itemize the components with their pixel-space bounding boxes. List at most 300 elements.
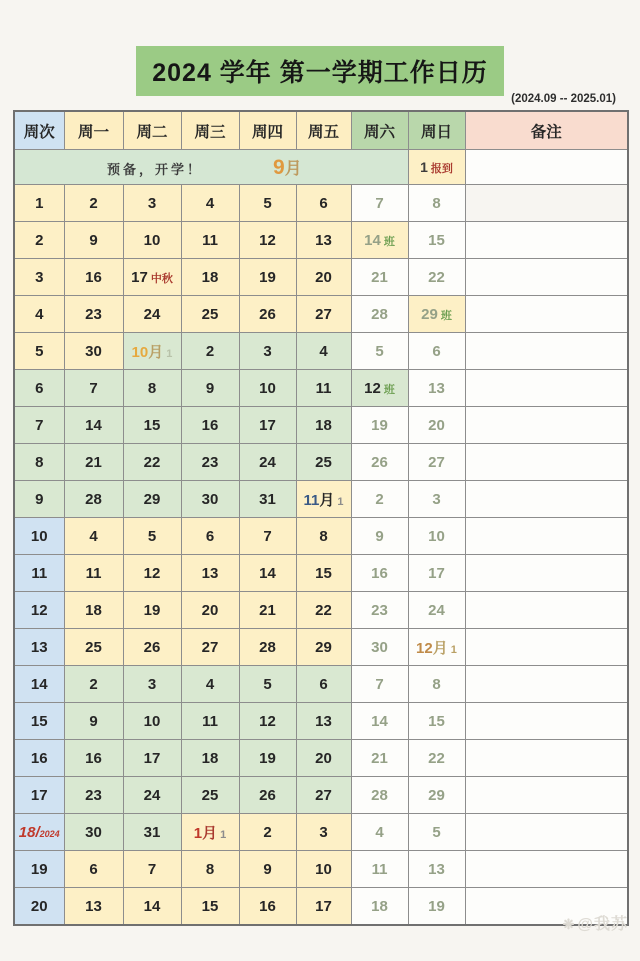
page-header (0, 46, 640, 96)
cell-text: 27 (315, 786, 332, 804)
september-1-report-cell: 1 报到 (408, 150, 465, 185)
day-cell (351, 555, 408, 592)
cell-text: 13 (428, 379, 445, 397)
cell-text: 2 (35, 231, 44, 249)
day-cell (64, 666, 123, 703)
cell-text: 31 (143, 823, 161, 841)
day-cell (239, 740, 296, 777)
day-cell (64, 296, 123, 333)
cell-text: 11 (85, 564, 102, 582)
cell-text: 20 (30, 897, 48, 915)
day-cell (296, 185, 351, 222)
cell-text: 月 (202, 824, 218, 842)
day-cell (181, 777, 239, 814)
remark-cell (465, 851, 628, 888)
day-cell (123, 259, 181, 296)
week-number-cell (14, 555, 64, 592)
week-number-cell (14, 259, 64, 296)
day-cell (181, 888, 239, 926)
day-cell (64, 703, 123, 740)
cell-text: 16 (201, 416, 219, 434)
cell-text: 26 (371, 453, 388, 471)
cell-text: 24 (143, 786, 161, 804)
week-number-cell (14, 629, 64, 666)
cell-text: 19 (371, 416, 388, 434)
day-cell (296, 518, 351, 555)
day-cell (181, 333, 239, 370)
cell-text: 14 (259, 564, 276, 582)
day-cell (123, 518, 181, 555)
col-header-mon: 周一 (64, 111, 123, 150)
cell-text: 6 (89, 860, 98, 878)
cell-text: 9 (263, 860, 272, 878)
day-cell (408, 592, 465, 629)
cell-text: 1 (193, 824, 203, 842)
remark-cell (465, 592, 628, 629)
cell-text: 14 (143, 897, 161, 915)
day-cell (351, 333, 408, 370)
col-header-remarks: 备注 (465, 111, 628, 150)
cell-text: 14 (85, 416, 102, 434)
day-cell (239, 259, 296, 296)
cell-text: 12 (259, 712, 276, 730)
cell-text: 3 (319, 823, 328, 841)
cell-text: 9 (205, 379, 215, 397)
week-row-7 (14, 407, 628, 444)
cell-text: 17 (30, 786, 48, 804)
week-row-4 (14, 296, 628, 333)
day-cell (296, 740, 351, 777)
cell-text: 13 (85, 897, 102, 915)
cell-text: 2 (263, 823, 272, 841)
week-row-9 (14, 481, 628, 518)
cell-text: 5 (432, 823, 441, 841)
cell-text: 13 (201, 564, 219, 582)
remark-cell (465, 518, 628, 555)
cell-text: 18 (371, 897, 388, 915)
day-cell (239, 703, 296, 740)
day-cell (123, 888, 181, 926)
week-number-cell (14, 407, 64, 444)
day-cell (64, 185, 123, 222)
cell-text: 11 (31, 564, 48, 582)
cell-text: 22 (315, 601, 332, 619)
week-row-10 (14, 518, 628, 555)
day-cell (296, 444, 351, 481)
day-cell (296, 222, 351, 259)
day-cell (239, 407, 296, 444)
cell-text: 17 (143, 749, 161, 767)
cell-text: 14 (30, 675, 48, 693)
cell-text: 班 (380, 235, 395, 248)
day-cell (296, 259, 351, 296)
cell-text: 23 (85, 786, 102, 804)
day-cell (408, 666, 465, 703)
day-cell (123, 333, 181, 370)
day-cell (408, 296, 465, 333)
cell-text: 10 (315, 860, 332, 878)
week-row-16 (14, 740, 628, 777)
cell-text: 6 (432, 342, 441, 360)
cell-text: 7 (89, 379, 98, 397)
day-cell (123, 296, 181, 333)
cell-text: 12 (416, 639, 433, 657)
day-cell (408, 740, 465, 777)
day-cell (123, 666, 181, 703)
cell-text: 20 (315, 268, 332, 286)
week-number-cell (14, 740, 64, 777)
cell-text: 4 (205, 675, 215, 693)
cell-text: 4 (375, 823, 384, 841)
cell-text: 10 (428, 527, 445, 545)
day-cell (296, 814, 351, 851)
day-cell (123, 555, 181, 592)
day-cell (408, 629, 465, 666)
cell-text: 16 (85, 749, 102, 767)
day-cell (64, 518, 123, 555)
cell-text: 5 (375, 342, 384, 360)
cell-text: 24 (259, 453, 276, 471)
day-cell (351, 518, 408, 555)
day-cell (296, 481, 351, 518)
cell-text: 23 (201, 453, 219, 471)
cell-text: 4 (35, 305, 44, 323)
day-cell (64, 851, 123, 888)
day-cell (64, 407, 123, 444)
day-cell (408, 222, 465, 259)
day-cell (64, 888, 123, 926)
day-cell (64, 629, 123, 666)
cell-text: 12 (259, 231, 276, 249)
cell-text: 27 (315, 305, 332, 323)
day-cell (239, 814, 296, 851)
cell-text: 13 (315, 712, 332, 730)
cell-text: 19 (428, 897, 445, 915)
day-cell (123, 851, 181, 888)
remark-cell (465, 666, 628, 703)
week-number-cell (14, 481, 64, 518)
day-cell (123, 629, 181, 666)
remark-cell (465, 333, 628, 370)
cell-text: 13 (428, 860, 445, 878)
page-title: 2024 学年 第一学期工作日历 (136, 46, 504, 96)
day-cell (181, 740, 239, 777)
cell-text: 26 (143, 638, 161, 656)
col-header-wed: 周三 (181, 111, 239, 150)
cell-text: 11 (303, 491, 320, 509)
cell-text: 10 (131, 343, 149, 361)
cell-text: 18 (85, 601, 102, 619)
day-cell (239, 444, 296, 481)
cell-text: 21 (371, 268, 388, 286)
day-cell (296, 629, 351, 666)
day-cell (351, 407, 408, 444)
cell-text: 22 (143, 453, 161, 471)
day-cell (181, 629, 239, 666)
cell-text: 3 (263, 342, 272, 360)
cell-text: 班 (380, 383, 395, 396)
cell-text: 19 (30, 860, 48, 878)
day-cell (296, 370, 351, 407)
day-cell (181, 555, 239, 592)
day-cell (296, 666, 351, 703)
cell-text: 20 (315, 749, 332, 767)
cell-text: 25 (85, 638, 102, 656)
remark-cell (465, 740, 628, 777)
cell-text: 9 (89, 712, 98, 730)
cell-text: 6 (35, 379, 44, 397)
day-cell (123, 814, 181, 851)
col-header-thu: 周四 (239, 111, 296, 150)
day-cell (239, 185, 296, 222)
week-number-cell (14, 518, 64, 555)
day-cell (351, 740, 408, 777)
day-cell (64, 222, 123, 259)
cell-text: 20 (428, 416, 445, 434)
cell-text: 28 (85, 490, 102, 508)
day-cell (181, 592, 239, 629)
day-cell (239, 333, 296, 370)
day-cell (181, 814, 239, 851)
september-banner-cell (14, 150, 408, 185)
week-row-20 (14, 888, 628, 926)
cell-text: 1 (35, 194, 44, 212)
watermark-icon: ❋ (562, 916, 576, 932)
cell-text: 30 (371, 638, 388, 656)
day-cell (408, 259, 465, 296)
day-cell (239, 629, 296, 666)
day-cell (64, 259, 123, 296)
cell-text: 6 (319, 194, 328, 212)
cell-text: 13 (315, 231, 332, 249)
cell-text: 22 (428, 749, 445, 767)
week-number-cell (14, 703, 64, 740)
cell-text: 21 (259, 601, 276, 619)
day-cell (64, 444, 123, 481)
cell-text: 4 (205, 194, 215, 212)
cell-text: 3 (147, 194, 157, 212)
week-number-cell (14, 851, 64, 888)
cell-text: 8 (147, 379, 157, 397)
day-cell (351, 777, 408, 814)
remark-cell (465, 407, 628, 444)
cell-text: 16 (371, 564, 388, 582)
cell-text: 1 (217, 828, 227, 841)
day-cell (351, 185, 408, 222)
cell-text: 8 (319, 527, 328, 545)
september-label: 9月 (273, 156, 302, 179)
day-cell (296, 296, 351, 333)
remark-cell (465, 296, 628, 333)
col-header-fri: 周五 (296, 111, 351, 150)
day-cell (64, 555, 123, 592)
day-cell (181, 222, 239, 259)
cell-text: 6 (205, 527, 215, 545)
week-row-19 (14, 851, 628, 888)
day-cell (239, 481, 296, 518)
cell-text: 28 (371, 786, 388, 804)
cell-text: 19 (259, 268, 276, 286)
day-cell (123, 777, 181, 814)
day-cell (181, 370, 239, 407)
week-number-cell (14, 777, 64, 814)
day-cell (181, 444, 239, 481)
day-cell (239, 888, 296, 926)
cell-text: 7 (263, 527, 272, 545)
week-number-cell (14, 296, 64, 333)
watermark-text: @我苏 (577, 916, 628, 933)
day-cell (123, 592, 181, 629)
day-cell (239, 555, 296, 592)
cell-text: 23 (371, 601, 388, 619)
day-cell (181, 518, 239, 555)
cell-text: 24 (143, 305, 161, 323)
cell-text: 16 (259, 897, 276, 915)
calendar-table (13, 110, 629, 926)
cell-text: 15 (30, 712, 48, 730)
date-range: (2024.09 -- 2025.01) (511, 93, 616, 105)
day-cell (408, 777, 465, 814)
day-cell (181, 851, 239, 888)
day-cell (181, 481, 239, 518)
day-cell (181, 703, 239, 740)
day-cell (408, 333, 465, 370)
cell-text: 9 (375, 527, 384, 545)
day-cell (351, 666, 408, 703)
day-cell (239, 666, 296, 703)
cell-text: 27 (428, 453, 445, 471)
cell-text: 10 (143, 231, 161, 249)
week-number-cell (14, 333, 64, 370)
cell-text: 29 (143, 490, 161, 508)
day-cell (123, 370, 181, 407)
day-cell (296, 555, 351, 592)
cell-text: 月 (432, 639, 448, 657)
cell-text: 7 (147, 860, 157, 878)
calendar-weeks (14, 185, 628, 926)
remark-cell (465, 481, 628, 518)
day-cell (296, 777, 351, 814)
day-cell (408, 370, 465, 407)
cell-text: 18 (201, 749, 219, 767)
week-number-cell (14, 888, 64, 926)
week-row-8 (14, 444, 628, 481)
cell-text: 中秋 (147, 272, 173, 285)
cell-text: 9 (35, 490, 44, 508)
cell-text: 3 (147, 675, 157, 693)
day-cell (351, 703, 408, 740)
day-cell (64, 333, 123, 370)
remark-cell (465, 150, 628, 185)
day-cell (64, 814, 123, 851)
cell-text: 8 (205, 860, 215, 878)
september-row (14, 150, 628, 185)
week-number-cell (14, 814, 64, 851)
day-cell (181, 666, 239, 703)
cell-text: 2024 (39, 828, 60, 839)
cell-text: 30 (85, 342, 102, 360)
cell-text: 班 (437, 309, 452, 322)
cell-text: 29 (315, 638, 332, 656)
cell-text: 5 (35, 342, 44, 360)
day-cell (123, 407, 181, 444)
cell-text: 19 (143, 601, 161, 619)
cell-text: 10 (30, 527, 48, 545)
day-cell (123, 740, 181, 777)
day-cell (351, 888, 408, 926)
cell-text: 12 (30, 601, 48, 619)
day-cell (351, 222, 408, 259)
cell-text: 11 (371, 860, 388, 878)
col-header-tue: 周二 (123, 111, 181, 150)
cell-text: 24 (428, 601, 445, 619)
week-number-cell (14, 444, 64, 481)
week-row-17 (14, 777, 628, 814)
day-cell (351, 296, 408, 333)
header-row (14, 111, 628, 150)
week-row-12 (14, 592, 628, 629)
day-cell (351, 259, 408, 296)
week-number-cell (14, 185, 64, 222)
week-number-cell (14, 370, 64, 407)
cell-text: 18 (201, 268, 219, 286)
remark-cell (465, 777, 628, 814)
day-cell (64, 592, 123, 629)
day-cell (408, 814, 465, 851)
cell-text: 2 (89, 675, 98, 693)
cell-text: 16 (85, 268, 102, 286)
col-header-sun: 周日 (408, 111, 465, 150)
cell-text: 7 (35, 416, 44, 434)
week-row-13 (14, 629, 628, 666)
cell-text: 21 (85, 453, 102, 471)
day-cell (123, 444, 181, 481)
day-cell (239, 296, 296, 333)
week-row-5 (14, 333, 628, 370)
cell-text: 11 (202, 712, 218, 730)
cell-text: 15 (428, 712, 445, 730)
cell-text: 3 (432, 490, 441, 508)
cell-text: 11 (315, 379, 332, 397)
cell-text: 2 (375, 490, 384, 508)
cell-text: 17 (315, 897, 332, 915)
cell-text: 28 (259, 638, 276, 656)
day-cell (296, 407, 351, 444)
day-cell (408, 555, 465, 592)
remark-cell (465, 444, 628, 481)
cell-text: 3 (35, 268, 44, 286)
cell-text: 月 (148, 343, 164, 361)
day-cell (123, 222, 181, 259)
cell-text: 1 (334, 495, 344, 508)
cell-text: 4 (89, 527, 98, 545)
day-cell (239, 777, 296, 814)
cell-text: 14 (364, 231, 381, 249)
day-cell (123, 481, 181, 518)
cell-text: 30 (201, 490, 219, 508)
cell-text: 19 (259, 749, 276, 767)
day-cell (239, 370, 296, 407)
remark-cell (465, 259, 628, 296)
day-cell (181, 259, 239, 296)
week-row-11 (14, 555, 628, 592)
cell-text: 26 (259, 305, 276, 323)
day-cell (408, 851, 465, 888)
remark-cell (465, 222, 628, 259)
cell-text: 8 (432, 675, 441, 693)
cell-text: 9 (89, 231, 98, 249)
day-cell (408, 481, 465, 518)
